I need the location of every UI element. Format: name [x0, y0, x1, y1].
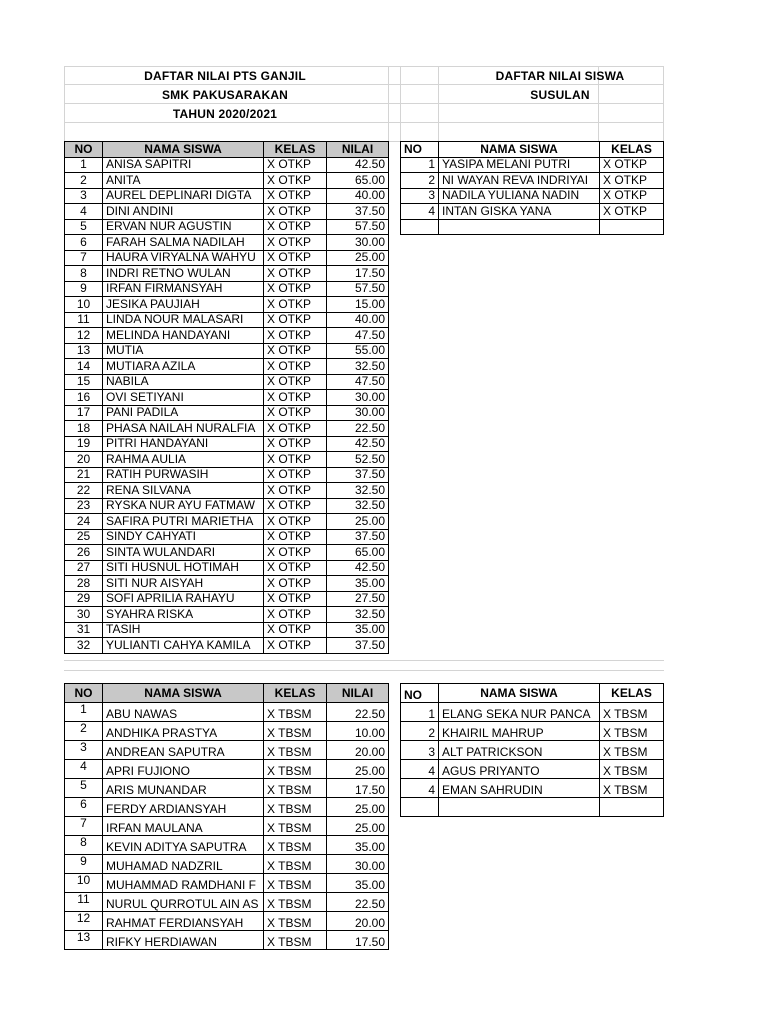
table-row: [65, 514, 389, 530]
table-row: [65, 452, 389, 468]
cell-student-name: SINDY CAHYATI: [103, 529, 264, 545]
otkp-score-table: [64, 141, 389, 654]
table-row: [401, 741, 664, 760]
cell-class: X TBSM: [600, 760, 664, 779]
table-row: [65, 235, 389, 251]
cell-no: 9: [65, 281, 103, 297]
cell-no: 28: [65, 576, 103, 592]
cell-student-name: SOFI APRILIA RAHAYU: [103, 591, 264, 607]
cell-score: 65.00: [327, 545, 389, 561]
table-row: [65, 390, 389, 406]
cell-class: X OTKP: [264, 374, 327, 390]
cell-no: 16: [65, 390, 103, 406]
cell-student-name: SITI NUR AISYAH: [103, 576, 264, 592]
table-row: [65, 741, 389, 760]
cell-student-name: SYAHRA RISKA: [103, 607, 264, 623]
cell-class: X OTKP: [264, 483, 327, 499]
table-row: [65, 798, 389, 817]
cell-student-name: ARIS MUNANDAR: [103, 779, 264, 798]
cell-student-name: IRFAN FIRMANSYAH: [103, 281, 264, 297]
cell-no: 1: [65, 703, 103, 722]
cell-student-name: SAFIRA PUTRI MARIETHA: [103, 514, 264, 530]
table-row: [401, 722, 664, 741]
table-row: [65, 722, 389, 741]
cell-no: 3: [401, 188, 439, 204]
table-row: [65, 250, 389, 266]
cell-no: 1: [401, 703, 439, 722]
cell-no: 24: [65, 514, 103, 530]
cell-student-name: SINTA WULANDARI: [103, 545, 264, 561]
cell-score: 20.00: [327, 912, 389, 931]
table-row: [401, 219, 664, 235]
cell-class: X OTKP: [264, 529, 327, 545]
cell-score: 25.00: [327, 817, 389, 836]
table-row: [65, 817, 389, 836]
cell-student-name: FARAH SALMA NADILAH: [103, 235, 264, 251]
table-header-row: [401, 684, 664, 703]
cell-class: X TBSM: [264, 855, 327, 874]
row-separator: [64, 660, 664, 661]
cell-student-name: MELINDA HANDAYANI: [103, 328, 264, 344]
cell-no: 12: [65, 912, 103, 931]
column-header-no: NO: [65, 684, 103, 703]
left-school: SMK PAKUSARAKAN: [161, 88, 289, 102]
cell-class: X OTKP: [264, 235, 327, 251]
cell-score: 25.00: [327, 798, 389, 817]
column-header-no: NO: [401, 684, 439, 703]
cell-class: X TBSM: [264, 912, 327, 931]
cell-class: X OTKP: [264, 188, 327, 204]
table-row: [401, 157, 664, 173]
column-header-no: NO: [401, 142, 439, 158]
cell-score: 37.50: [327, 638, 389, 654]
cell-no: 2: [401, 722, 439, 741]
cell-score: 22.50: [327, 893, 389, 912]
cell-score: 30.00: [327, 405, 389, 421]
cell-class: X OTKP: [600, 204, 664, 220]
table-row: [401, 204, 664, 220]
table-row: [65, 836, 389, 855]
cell-no: 26: [65, 545, 103, 561]
cell-class: X OTKP: [264, 622, 327, 638]
cell-student-name: YASIPA MELANI PUTRI: [439, 157, 600, 173]
cell-student-name: FERDY ARDIANSYAH: [103, 798, 264, 817]
cell-student-name: AUREL DEPLINARI DIGTA: [103, 188, 264, 204]
cell-score: 35.00: [327, 874, 389, 893]
cell-score: 37.50: [327, 204, 389, 220]
cell-score: 32.50: [327, 607, 389, 623]
cell-class: X OTKP: [600, 157, 664, 173]
cell-no: 9: [65, 855, 103, 874]
cell-student-name: [439, 798, 600, 817]
cell-class: X OTKP: [264, 390, 327, 406]
cell-class: X TBSM: [264, 893, 327, 912]
left-year: TAHUN 2020/2021: [172, 107, 278, 121]
cell-score: 55.00: [327, 343, 389, 359]
cell-score: 42.50: [327, 436, 389, 452]
right-subtitle: SUSULAN: [530, 88, 590, 102]
cell-student-name: MUHAMMAD RAMDHANI F: [103, 874, 264, 893]
cell-class: X TBSM: [264, 722, 327, 741]
cell-no: 29: [65, 591, 103, 607]
table-row: [65, 779, 389, 798]
table-row: [401, 703, 664, 722]
cell-class: X TBSM: [264, 779, 327, 798]
cell-score: 30.00: [327, 855, 389, 874]
cell-class: X OTKP: [264, 297, 327, 313]
cell-student-name: YULIANTI CAHYA KAMILA: [103, 638, 264, 654]
cell-class: X TBSM: [264, 836, 327, 855]
table-row: [65, 529, 389, 545]
cell-student-name: NADILA YULIANA NADIN: [439, 188, 600, 204]
cell-student-name: KHAIRIL MAHRUP: [439, 722, 600, 741]
cell-student-name: RIFKY HERDIAWAN: [103, 931, 264, 950]
cell-no: [401, 219, 439, 235]
column-header-name: NAMA SISWA: [103, 142, 264, 158]
column-header-no: NO: [65, 142, 103, 158]
cell-student-name: ANDREAN SAPUTRA: [103, 741, 264, 760]
cell-score: 35.00: [327, 576, 389, 592]
cell-score: 32.50: [327, 483, 389, 499]
cell-score: 17.50: [327, 931, 389, 950]
cell-no: 13: [65, 931, 103, 950]
cell-no: 30: [65, 607, 103, 623]
cell-student-name: MUHAMAD NADZRIL: [103, 855, 264, 874]
cell-class: X TBSM: [264, 874, 327, 893]
table-row: [65, 638, 389, 654]
cell-student-name: RYSKA NUR AYU FATMAW: [103, 498, 264, 514]
cell-no: 27: [65, 560, 103, 576]
cell-student-name: ANDHIKA PRASTYA: [103, 722, 264, 741]
cell-student-name: [439, 219, 600, 235]
tbsm-susulan-table: [400, 683, 664, 817]
cell-student-name: RAHMA AULIA: [103, 452, 264, 468]
table-row: [65, 343, 389, 359]
cell-student-name: IRFAN MAULANA: [103, 817, 264, 836]
cell-no: 22: [65, 483, 103, 499]
cell-student-name: NI WAYAN REVA INDRIYAI: [439, 173, 600, 189]
cell-no: 20: [65, 452, 103, 468]
table-row: [65, 591, 389, 607]
cell-class: X OTKP: [264, 576, 327, 592]
table-row: [65, 545, 389, 561]
cell-no: 17: [65, 405, 103, 421]
cell-class: X OTKP: [264, 545, 327, 561]
cell-no: 21: [65, 467, 103, 483]
cell-score: 20.00: [327, 741, 389, 760]
cell-class: X OTKP: [264, 421, 327, 437]
tbsm-score-table: [64, 683, 389, 950]
table-row: [65, 467, 389, 483]
table-row: [65, 893, 389, 912]
table-row: [65, 560, 389, 576]
table-row: [65, 188, 389, 204]
cell-class: X TBSM: [264, 817, 327, 836]
cell-no: 5: [65, 779, 103, 798]
cell-score: 47.50: [327, 374, 389, 390]
cell-student-name: KEVIN ADITYA SAPUTRA: [103, 836, 264, 855]
cell-no: 19: [65, 436, 103, 452]
cell-class: X OTKP: [264, 638, 327, 654]
cell-score: 57.50: [327, 219, 389, 235]
cell-no: 4: [65, 204, 103, 220]
cell-score: 40.00: [327, 312, 389, 328]
cell-no: 32: [65, 638, 103, 654]
cell-student-name: RAHMAT FERDIANSYAH: [103, 912, 264, 931]
cell-class: X OTKP: [264, 173, 327, 189]
cell-no: 4: [65, 760, 103, 779]
cell-student-name: RATIH PURWASIH: [103, 467, 264, 483]
table-row: [65, 157, 389, 173]
cell-no: [401, 798, 439, 817]
table-row: [401, 798, 664, 817]
cell-no: 8: [65, 266, 103, 282]
cell-no: 15: [65, 374, 103, 390]
cell-student-name: MUTIARA AZILA: [103, 359, 264, 375]
cell-score: 30.00: [327, 390, 389, 406]
cell-no: 2: [401, 173, 439, 189]
table-header-row: [65, 142, 389, 158]
cell-no: 25: [65, 529, 103, 545]
table-row: [65, 855, 389, 874]
cell-student-name: APRI FUJIONO: [103, 760, 264, 779]
cell-class: X TBSM: [264, 760, 327, 779]
cell-no: 10: [65, 297, 103, 313]
cell-score: 37.50: [327, 467, 389, 483]
cell-score: 10.00: [327, 722, 389, 741]
cell-no: 2: [65, 173, 103, 189]
table-row: [65, 912, 389, 931]
cell-student-name: LINDA NOUR MALASARI: [103, 312, 264, 328]
cell-score: 22.50: [327, 703, 389, 722]
cell-score: 17.50: [327, 779, 389, 798]
cell-class: X OTKP: [264, 266, 327, 282]
cell-no: 14: [65, 359, 103, 375]
cell-no: 10: [65, 874, 103, 893]
column-header-name: NAMA SISWA: [439, 142, 600, 158]
cell-student-name: PITRI HANDAYANI: [103, 436, 264, 452]
cell-no: 3: [401, 741, 439, 760]
cell-student-name: JESIKA PAUJIAH: [103, 297, 264, 313]
cell-no: 4: [401, 779, 439, 798]
cell-class: X TBSM: [264, 931, 327, 950]
table-row: [65, 483, 389, 499]
table-row: [65, 173, 389, 189]
cell-class: X TBSM: [600, 722, 664, 741]
cell-score: 22.50: [327, 421, 389, 437]
cell-class: X OTKP: [264, 250, 327, 266]
cell-no: 31: [65, 622, 103, 638]
table-row: [65, 576, 389, 592]
table-row: [65, 405, 389, 421]
cell-score: 42.50: [327, 157, 389, 173]
table-row: [65, 436, 389, 452]
cell-class: X OTKP: [264, 498, 327, 514]
table-row: [65, 498, 389, 514]
cell-no: 1: [401, 157, 439, 173]
cell-score: 25.00: [327, 760, 389, 779]
cell-score: 47.50: [327, 328, 389, 344]
cell-student-name: DINI ANDINI: [103, 204, 264, 220]
cell-class: X OTKP: [264, 514, 327, 530]
cell-student-name: ABU NAWAS: [103, 703, 264, 722]
table-row: [65, 281, 389, 297]
cell-score: 27.50: [327, 591, 389, 607]
cell-no: 4: [401, 204, 439, 220]
cell-student-name: PHASA NAILAH NURALFIA: [103, 421, 264, 437]
cell-student-name: OVI SETIYANI: [103, 390, 264, 406]
table-row: [65, 703, 389, 722]
table-header-row: [401, 142, 664, 158]
cell-class: X OTKP: [264, 560, 327, 576]
cell-class: X OTKP: [264, 405, 327, 421]
column-header-score: NILAI: [327, 142, 389, 158]
table-row: [65, 359, 389, 375]
cell-student-name: ELANG SEKA NUR PANCA: [439, 703, 600, 722]
cell-student-name: HAURA VIRYALNA WAHYU: [103, 250, 264, 266]
cell-class: X OTKP: [264, 281, 327, 297]
cell-student-name: ERVAN NUR AGUSTIN: [103, 219, 264, 235]
column-header-score: NILAI: [327, 684, 389, 703]
cell-no: 11: [65, 312, 103, 328]
cell-class: X OTKP: [264, 312, 327, 328]
otkp-susulan-table: [400, 141, 664, 235]
cell-score: 42.50: [327, 560, 389, 576]
cell-class: X TBSM: [600, 741, 664, 760]
row-separator: [64, 670, 664, 671]
column-header-class: KELAS: [264, 684, 327, 703]
cell-class: X OTKP: [600, 173, 664, 189]
table-header-row: [65, 684, 389, 703]
cell-class: X OTKP: [264, 607, 327, 623]
cell-score: 25.00: [327, 250, 389, 266]
cell-no: 5: [65, 219, 103, 235]
cell-no: 13: [65, 343, 103, 359]
cell-no: 3: [65, 188, 103, 204]
cell-class: X OTKP: [264, 467, 327, 483]
cell-class: X OTKP: [264, 436, 327, 452]
cell-no: 2: [65, 722, 103, 741]
cell-student-name: EMAN SAHRUDIN: [439, 779, 600, 798]
cell-class: X OTKP: [264, 157, 327, 173]
cell-score: 35.00: [327, 622, 389, 638]
column-header-class: KELAS: [600, 684, 664, 703]
cell-score: 17.50: [327, 266, 389, 282]
cell-score: 37.50: [327, 529, 389, 545]
cell-no: 7: [65, 817, 103, 836]
table-row: [65, 760, 389, 779]
table-row: [401, 779, 664, 798]
table-row: [65, 219, 389, 235]
table-row: [65, 312, 389, 328]
cell-no: 6: [65, 235, 103, 251]
table-row: [65, 931, 389, 950]
cell-class: X OTKP: [264, 343, 327, 359]
table-row: [401, 188, 664, 204]
cell-student-name: SITI HUSNUL HOTIMAH: [103, 560, 264, 576]
cell-score: 57.50: [327, 281, 389, 297]
cell-no: 12: [65, 328, 103, 344]
cell-score: 40.00: [327, 188, 389, 204]
cell-no: 11: [65, 893, 103, 912]
cell-student-name: INTAN GISKA YANA: [439, 204, 600, 220]
cell-no: 8: [65, 836, 103, 855]
cell-student-name: MUTIA: [103, 343, 264, 359]
cell-score: 52.50: [327, 452, 389, 468]
cell-class: X OTKP: [264, 328, 327, 344]
table-row: [65, 622, 389, 638]
cell-no: 4: [401, 760, 439, 779]
cell-student-name: RENA SILVANA: [103, 483, 264, 499]
table-row: [65, 607, 389, 623]
column-header-class: KELAS: [264, 142, 327, 158]
cell-class: X OTKP: [264, 591, 327, 607]
cell-no: 3: [65, 741, 103, 760]
cell-student-name: ANISA SAPITRI: [103, 157, 264, 173]
cell-score: 30.00: [327, 235, 389, 251]
cell-no: 6: [65, 798, 103, 817]
table-row: [401, 760, 664, 779]
right-title: DAFTAR NILAI SISWA: [495, 69, 625, 83]
table-row: [65, 204, 389, 220]
cell-no: 23: [65, 498, 103, 514]
cell-class: X OTKP: [264, 204, 327, 220]
cell-class: X OTKP: [600, 188, 664, 204]
cell-student-name: INDRI RETNO WULAN: [103, 266, 264, 282]
cell-no: 18: [65, 421, 103, 437]
cell-class: X OTKP: [264, 359, 327, 375]
cell-score: 32.50: [327, 359, 389, 375]
cell-class: X TBSM: [600, 779, 664, 798]
cell-score: 65.00: [327, 173, 389, 189]
cell-score: 32.50: [327, 498, 389, 514]
cell-student-name: ALT PATRICKSON: [439, 741, 600, 760]
cell-class: X TBSM: [264, 703, 327, 722]
column-header-name: NAMA SISWA: [103, 684, 264, 703]
table-row: [65, 421, 389, 437]
column-header-name: NAMA SISWA: [439, 684, 600, 703]
table-row: [401, 173, 664, 189]
cell-score: 35.00: [327, 836, 389, 855]
cell-class: X TBSM: [264, 798, 327, 817]
left-title: DAFTAR NILAI PTS GANJIL: [144, 69, 306, 83]
table-row: [65, 297, 389, 313]
cell-no: 7: [65, 250, 103, 266]
cell-class: X OTKP: [264, 452, 327, 468]
table-row: [65, 266, 389, 282]
table-row: [65, 328, 389, 344]
cell-score: 15.00: [327, 297, 389, 313]
cell-score: 25.00: [327, 514, 389, 530]
cell-student-name: NURUL QURROTUL AIN AS: [103, 893, 264, 912]
cell-student-name: ANITA: [103, 173, 264, 189]
cell-no: 1: [65, 157, 103, 173]
cell-class: [600, 798, 664, 817]
table-row: [65, 374, 389, 390]
cell-student-name: PANI PADILA: [103, 405, 264, 421]
cell-class: X TBSM: [264, 741, 327, 760]
cell-student-name: NABILA: [103, 374, 264, 390]
cell-class: [600, 219, 664, 235]
cell-class: X TBSM: [600, 703, 664, 722]
cell-student-name: TASIH: [103, 622, 264, 638]
cell-class: X OTKP: [264, 219, 327, 235]
cell-student-name: AGUS PRIYANTO: [439, 760, 600, 779]
table-row: [65, 874, 389, 893]
column-header-class: KELAS: [600, 142, 664, 158]
